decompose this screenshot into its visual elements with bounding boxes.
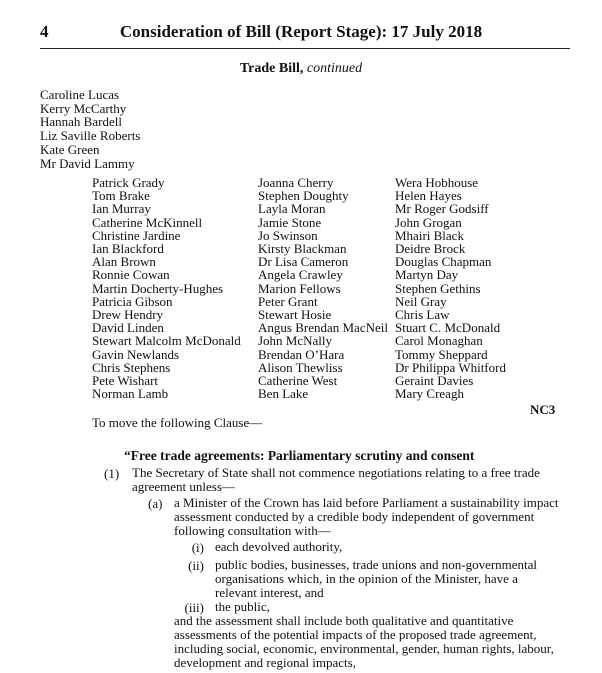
member-name: Joanna Cherry	[258, 175, 334, 190]
text-line: and the assessment shall include both qualitative and quantitative	[174, 613, 514, 628]
member-name: Catherine West	[258, 373, 338, 389]
member-name: Gavin Newlands	[92, 346, 180, 362]
page-number: 4	[40, 22, 49, 41]
subparagraph-number: (i)	[191, 540, 204, 555]
text-line: assessments of the potential impacts of the proposed trade agreement,	[174, 627, 537, 642]
bill-name: Trade Bill,	[239, 61, 304, 76]
member-name: Hannah Bardell	[40, 114, 122, 130]
member-name: Mr David Lammy	[40, 155, 135, 171]
member-name: Jamie Stone	[258, 214, 322, 230]
member-name: Pete Wishart	[92, 373, 159, 389]
text-line: each devolved authority,	[215, 539, 343, 554]
subparagraph-number: (ii)	[188, 558, 204, 573]
closing-text	[174, 614, 566, 670]
member-name: John McNally	[258, 333, 333, 349]
header-rule	[40, 48, 570, 49]
member-name: Stephen Gethins	[395, 280, 481, 296]
member-name: Tom Brake	[92, 188, 150, 204]
member-name: Liz Saville Roberts	[40, 128, 141, 144]
member-name: Tommy Sheppard	[395, 346, 488, 362]
member-name: Geraint Davies	[395, 373, 474, 389]
member-name: Ben Lake	[258, 386, 309, 402]
member-name: Patrick Grady	[92, 175, 165, 190]
member-name: Norman Lamb	[92, 386, 169, 402]
clause-reference: NC3	[530, 402, 556, 417]
member-name: Stewart Malcolm McDonald	[92, 333, 241, 349]
member-name: Ian Murray	[92, 201, 151, 217]
move-instruction: To move the following Clause—	[92, 415, 263, 430]
member-name: Mhairi Black	[395, 227, 464, 243]
member-name: Douglas Chapman	[395, 254, 492, 270]
member-name: Helen Hayes	[395, 188, 462, 204]
text-line: the public,	[215, 599, 270, 614]
member-name: Jo Swinson	[258, 227, 318, 243]
member-name: Stuart C. McDonald	[395, 320, 501, 336]
member-name: Kate Green	[40, 141, 100, 157]
member-name: Stewart Hosie	[258, 307, 332, 323]
member-name: Mary Creagh	[395, 386, 464, 402]
page-title: Consideration of Bill (Report Stage): 17 July 2018	[119, 22, 483, 41]
member-name: Deidre Brock	[395, 241, 466, 257]
member-name: Dr Lisa Cameron	[258, 254, 349, 270]
member-name: Ronnie Cowan	[92, 267, 170, 283]
paragraph-a-number: (a)	[148, 496, 163, 511]
text-line: assessment conducted by a credible body independent of government	[174, 509, 535, 524]
member-name: Martyn Day	[395, 267, 459, 283]
member-name: Marion Fellows	[258, 280, 341, 296]
member-name: Brendan O’Hara	[258, 346, 345, 362]
member-name: Wera Hobhouse	[395, 175, 479, 190]
member-name: Alison Thewliss	[258, 359, 343, 375]
paragraph-1-text	[132, 466, 564, 494]
text-line: a Minister of the Crown has laid before Parliament a sustainability impact	[174, 495, 559, 510]
member-name: Chris Stephens	[92, 359, 171, 375]
paragraph-1-number: (1)	[104, 466, 120, 481]
text-line: public bodies, businesses, trade unions and non-governmental	[215, 557, 538, 572]
supporters-column-2	[258, 176, 388, 400]
text-line: The Secretary of State shall not commence negotiations relating to a free trade	[132, 465, 540, 480]
member-name: Martin Docherty-Hughes	[92, 280, 224, 296]
member-name: Caroline Lucas	[40, 87, 120, 102]
member-name: John Grogan	[395, 214, 462, 230]
member-name: Peter Grant	[258, 293, 318, 309]
text-line: relevant interest, and	[215, 585, 324, 600]
member-name: Ian Blackford	[92, 241, 164, 257]
subparagraph-text	[215, 540, 566, 554]
supporters-column-3	[395, 176, 506, 400]
member-name: Catherine McKinnell	[92, 214, 203, 230]
member-name: Chris Law	[395, 307, 450, 323]
member-name: Patricia Gibson	[92, 293, 173, 309]
text-line: development and regional impacts,	[174, 655, 356, 670]
member-name: Stephen Doughty	[258, 188, 349, 204]
supporters-column-1	[92, 176, 241, 400]
member-name: Angus Brendan MacNeil	[258, 320, 388, 336]
subparagraph-text	[215, 600, 566, 614]
member-name: Layla Moran	[258, 201, 326, 217]
member-name: David Linden	[92, 320, 164, 336]
continued-label: continued	[306, 61, 363, 76]
member-name: Kerry McCarthy	[40, 100, 127, 116]
member-name: Kirsty Blackman	[258, 241, 347, 257]
member-name: Angela Crawley	[258, 267, 343, 283]
paragraph-a-text	[174, 496, 566, 538]
lead-names	[40, 88, 140, 170]
page-header	[0, 0, 602, 50]
member-name: Drew Hendry	[92, 307, 164, 323]
member-name: Neil Gray	[395, 293, 447, 309]
subparagraph-text	[215, 558, 566, 600]
member-name: Dr Philippa Whitford	[395, 359, 506, 375]
member-name: Alan Brown	[92, 254, 156, 270]
clause-title: “Free trade agreements: Parliamentary scrutiny and consent	[124, 448, 475, 463]
text-line: following consultation with—	[174, 523, 331, 538]
member-name: Christine Jardine	[92, 227, 181, 243]
member-name: Carol Monaghan	[395, 333, 483, 349]
text-line: including social, economic, environmental, gender, human rights, labour,	[174, 641, 554, 656]
text-line: agreement unless—	[132, 479, 235, 494]
bill-subheading	[0, 61, 602, 77]
text-line: organisations which, in the opinion of the Minister, have a	[215, 571, 518, 586]
member-name: Mr Roger Godsiff	[395, 201, 489, 217]
subparagraph-number: (iii)	[184, 600, 204, 615]
